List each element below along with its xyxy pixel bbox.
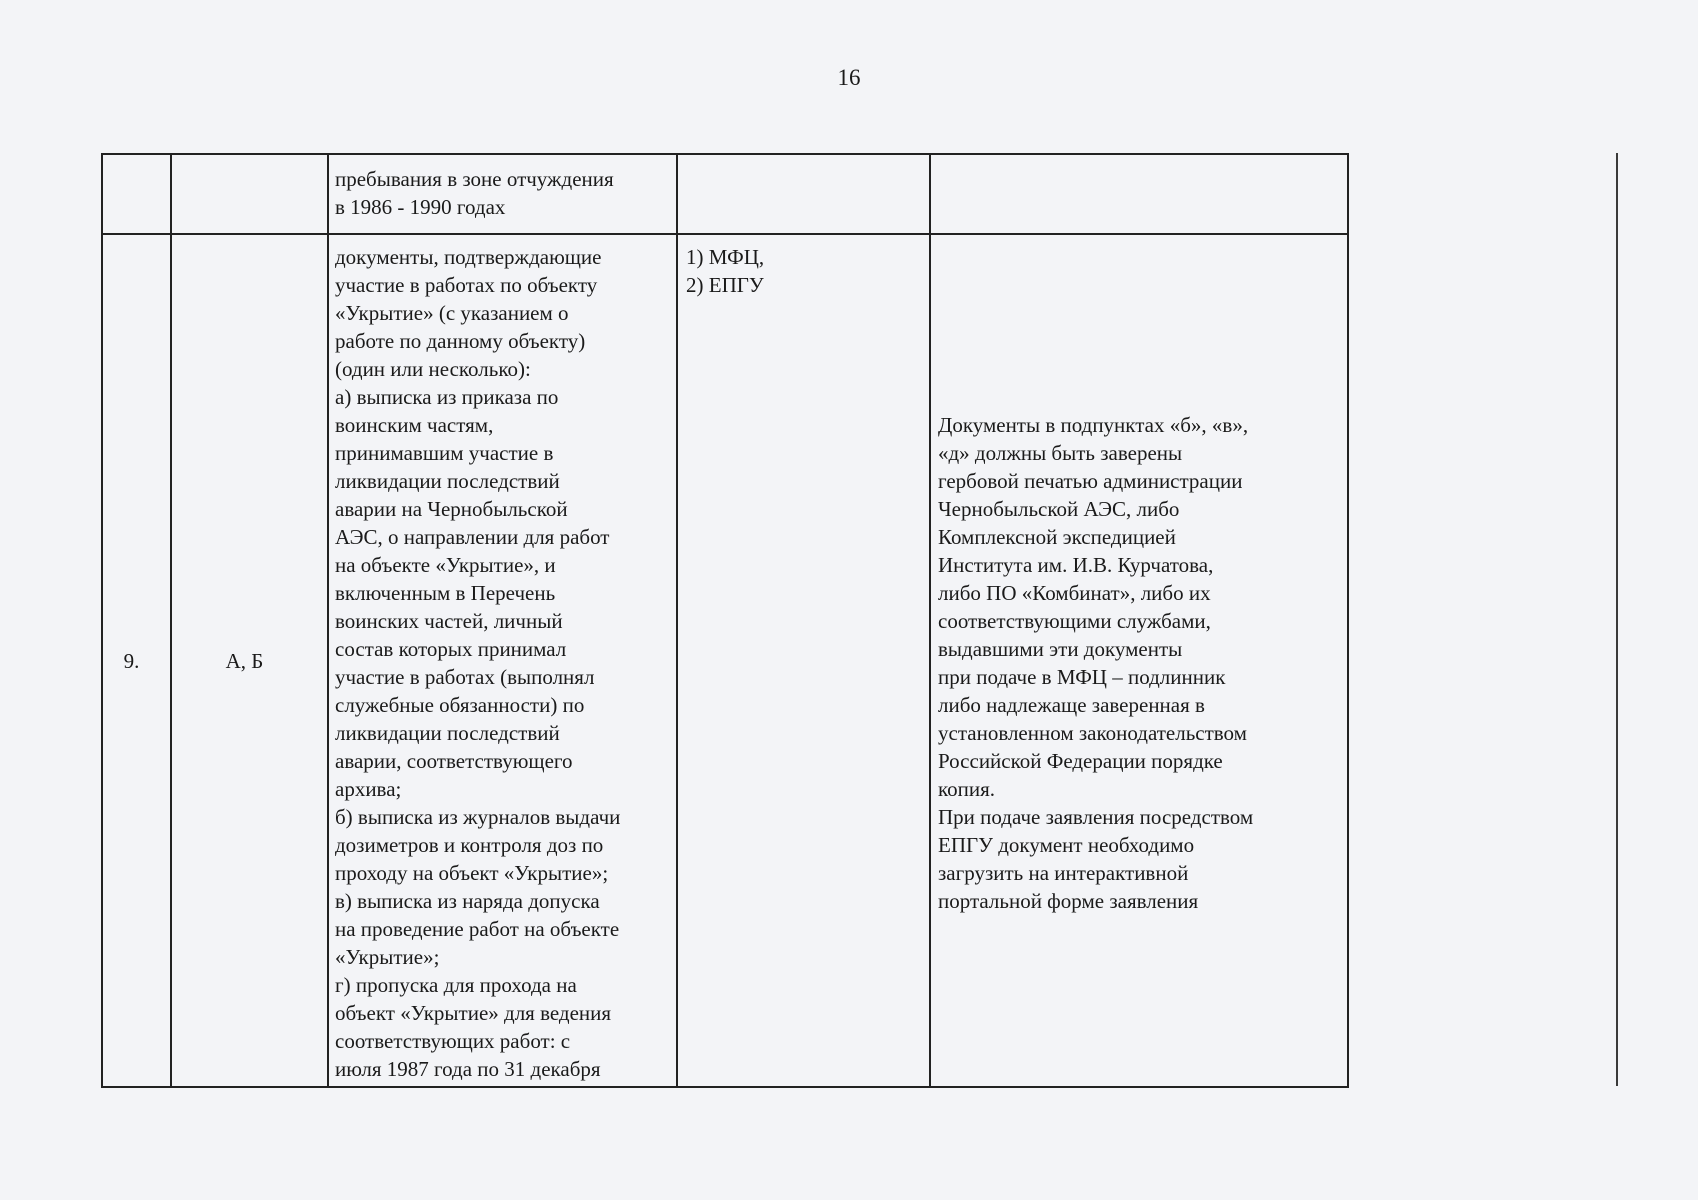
page-number: 16 [837, 65, 861, 90]
text-line: в) выписка из наряда допуска [335, 889, 600, 913]
text-line: архива; [335, 777, 402, 801]
text-line: Российской Федерации порядке [938, 749, 1223, 773]
cell-category-empty [171, 154, 328, 234]
text-line: на объекте «Укрытие», и [335, 553, 556, 577]
text-line: выдавшими эти документы [938, 637, 1183, 661]
cell-number-empty [102, 154, 171, 234]
text-line: «Укрытие» (с указанием о [335, 301, 569, 325]
text-line: при подаче в МФЦ – подлинник [938, 665, 1226, 689]
row-number: 9. [102, 234, 171, 1087]
text-line: воинским частям, [335, 413, 494, 437]
text-line: «д» должны быть заверены [938, 441, 1183, 465]
text-line: При подаче заявления посредством [938, 805, 1254, 829]
row-documents [328, 234, 677, 1087]
text-line: портальной форме заявления [938, 889, 1199, 913]
documents-table [101, 153, 1349, 1088]
text-line: включенным в Перечень [335, 581, 556, 605]
text-line: пребывания в зоне отчуждения [335, 167, 614, 191]
text-line: июля 1987 года по 31 декабря [335, 1057, 601, 1081]
text-line: ЕПГУ документ необходимо [938, 833, 1195, 857]
cell-documents-continuation [328, 154, 677, 234]
text-line: ликвидации последствий [335, 469, 560, 493]
text-line: дозиметров и контроля доз по [335, 833, 604, 857]
row-notes [930, 234, 1348, 1087]
text-line: аварии на Чернобыльской [335, 497, 568, 521]
text-line: б) выписка из журналов выдачи [335, 805, 621, 829]
text-line: работе по данному объекту) [335, 329, 586, 353]
text-line: «Укрытие»; [335, 945, 440, 969]
text-line: либо надлежаще заверенная в [938, 693, 1205, 717]
text-line: аварии, соответствующего [335, 749, 573, 773]
text-line: АЭС, о направлении для работ [335, 525, 610, 549]
text-line: а) выписка из приказа по [335, 385, 559, 409]
table-row-continuation [102, 154, 1348, 234]
text-line: участие в работах по объекту [335, 273, 598, 297]
text-line: соответствующими службами, [938, 609, 1211, 633]
text-line: принимавшим участие в [335, 441, 554, 465]
text-line: копия. [938, 777, 996, 801]
right-margin-line [1616, 153, 1618, 1086]
text-line: гербовой печатью администрации [938, 469, 1243, 493]
table-row-9 [102, 234, 1348, 1087]
text-line: Комплексной экспедицией [938, 525, 1176, 549]
text-line: 1) МФЦ, [686, 245, 765, 269]
cell-submission-empty [677, 154, 930, 234]
text-line: проходу на объект «Укрытие»; [335, 861, 609, 885]
text-line: соответствующих работ: с [335, 1029, 571, 1053]
text-line: Института им. И.В. Курчатова, [938, 553, 1214, 577]
text-line: документы, подтверждающие [335, 245, 602, 269]
row-category: А, Б [171, 234, 328, 1087]
text-line: воинских частей, личный [335, 609, 563, 633]
text-line: участие в работах (выполнял [335, 665, 595, 689]
text-line: установленном законодательством [938, 721, 1247, 745]
text-line: объект «Укрытие» для ведения [335, 1001, 612, 1025]
documents-continuation-text [329, 155, 676, 221]
text-line: г) пропуска для прохода на [335, 973, 577, 997]
text-line: Документы в подпунктах «б», «в», [938, 413, 1249, 437]
text-line: состав которых принимал [335, 637, 567, 661]
text-line: (один или несколько): [335, 357, 531, 381]
text-line: в 1986 - 1990 годах [335, 195, 506, 219]
text-line: ликвидации последствий [335, 721, 560, 745]
text-line: 2) ЕПГУ [686, 273, 764, 297]
row-submission-methods [677, 234, 930, 1087]
text-line: Чернобыльской АЭС, либо [938, 497, 1180, 521]
cell-notes-empty [930, 154, 1348, 234]
text-line: либо ПО «Комбинат», либо их [938, 581, 1211, 605]
text-line: служебные обязанности) по [335, 693, 585, 717]
text-line: на проведение работ на объекте [335, 917, 620, 941]
text-line: загрузить на интерактивной [938, 861, 1189, 885]
